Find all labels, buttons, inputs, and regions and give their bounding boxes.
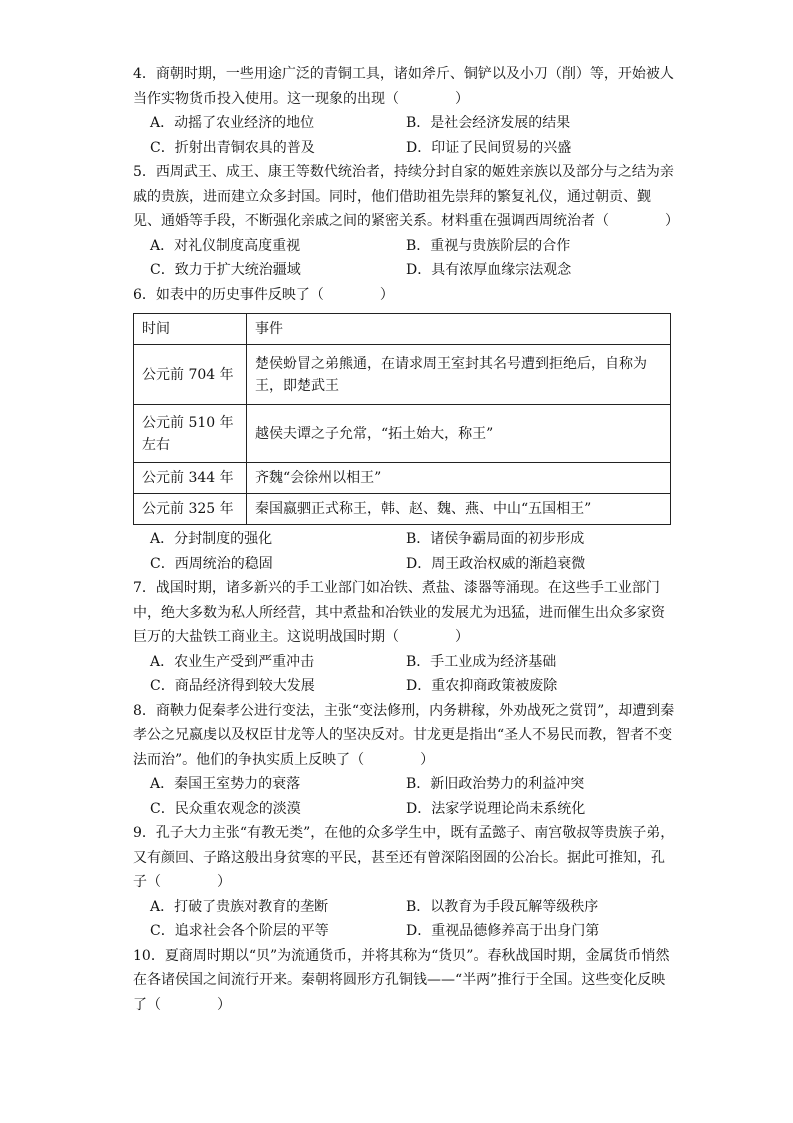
question-5-option-a: A．对礼仪制度高度重视: [150, 237, 301, 254]
table-header-row: [134, 314, 671, 345]
question-7-option-c: C．商品经济得到较大发展: [150, 678, 315, 694]
question-7-option-a: A．农业生产受到严重冲击: [150, 653, 315, 670]
question-8-option-d: D．法家学说理论尚未系统化: [406, 800, 586, 817]
question-9-option-c: C．追求社会各个阶层的平等: [150, 923, 329, 939]
events-table: [133, 313, 671, 525]
question-8-options: [133, 772, 678, 821]
table-cell-time: 公元前 325 年: [134, 494, 247, 525]
question-9-stem: 9．孔子大力主张“有教无类”，在他的众多学生中，既有孟懿子、南宫敬叔等贵族子弟，又有颜回、子路这般出身贫寒的平民，甚至还有曾深陷囹圄的公冶长。据此可推知，孔子（ ）: [133, 825, 675, 890]
question-8-option-b: B．新旧政治势力的利益冲突: [406, 776, 585, 792]
question-6-option-a: A．分封制度的强化: [150, 531, 273, 547]
question-4-options: [133, 111, 678, 160]
question-6-option-d: D．周王政治权威的渐趋衰微: [406, 555, 586, 572]
question-5-options: [133, 234, 678, 283]
question-7-stem: 7．战国时期，诸多新兴的手工业部门如冶铁、煮盐、漆器等涌现。在这些手工业部门中，绝大多数为私人所经营，其中煮盐和冶铁业的发展尤为迅猛，进而催生出众多家资巨万的大盐铁工商业主。这说明战国时期（ ）: [133, 580, 665, 645]
question-8-stem: 8．商鞅力促秦孝公进行变法，主张“变法修刑，内务耕稼，外劝战死之赏罚”，却遭到秦孝公之兄嬴虔以及权臣甘龙等人的坚决反对。甘龙更是指出“圣人不易民而教，智者不变法而治”。他们的争执实质上反映了（ ）: [133, 702, 675, 768]
table-cell-event: 齐魏“会徐州以相王”: [247, 463, 671, 494]
question-4-option-a: A．动摇了农业经济的地位: [150, 115, 315, 131]
question-7-option-d: D．重农抑商政策被废除: [406, 678, 558, 694]
question-5-stem: 5．西周武王、成王、康王等数代统治者，持续分封自家的姬姓亲族以及部分与之结为亲戚的贵族，进而建立众多封国。同时，他们借助祖先崇拜的繁复礼仪，通过朝贡、觐见、通婚等手段，不断强化亲戚之间的紧密关系。材料重在强调西周统治者（ ）: [133, 164, 679, 229]
table-row: [134, 494, 671, 525]
table-cell-time: 公元前 344 年: [134, 463, 247, 494]
question-7-option-b: B．手工业成为经济基础: [406, 653, 557, 670]
question-8-option-a: A．秦国王室势力的衰落: [150, 776, 301, 792]
question-6-option-b: B．诸侯争霸局面的初步形成: [406, 531, 585, 547]
question-4-option-b: B．是社会经济发展的结果: [406, 115, 571, 131]
table-row: [134, 345, 671, 405]
table-header-event: 事件: [247, 314, 671, 345]
exam-page: [133, 62, 678, 1017]
question-5-option-d: D．具有浓厚血缘宗法观念: [406, 262, 572, 278]
question-7-options: [133, 650, 678, 699]
table-row: [134, 405, 671, 463]
question-6-options: [133, 527, 678, 576]
question-6-option-c: C．西周统治的稳固: [150, 555, 273, 572]
table-row: [134, 463, 671, 494]
table-cell-time: 公元前 704 年: [134, 345, 247, 405]
question-9-option-b: B．以教育为手段瓦解等级秩序: [406, 898, 599, 915]
question-4-option-c: C．折射出青铜农具的普及: [150, 139, 315, 156]
question-9-option-d: D．重视品德修养高于出身门第: [406, 923, 600, 939]
question-10-stem: 10．夏商周时期以“贝”为流通货币，并将其称为“货贝”。春秋战国时期，金属货币悄然在各诸侯国之间流行开来。秦朝将圆形方孔铜钱——“半两”推行于全国。这些变化反映了（ ）: [133, 947, 670, 1013]
question-4-option-d: D．印证了民间贸易的兴盛: [406, 139, 572, 156]
question-6-stem: 6．如表中的历史事件反映了（ ）: [133, 286, 394, 303]
question-5-option-b: B．重视与贵族阶层的合作: [406, 237, 571, 254]
question-9-option-a: A．打破了贵族对教育的垄断: [150, 898, 329, 915]
table-cell-event: 楚侯蚡冒之弟熊通，在请求周王室封其名号遭到拒绝后，自称为王，即楚武王: [247, 345, 671, 405]
table-header-time: 时间: [134, 314, 247, 345]
table-cell-event: 秦国嬴驷正式称王，韩、赵、魏、燕、中山“五国相王”: [247, 494, 671, 525]
question-5-option-c: C．致力于扩大统治疆域: [150, 262, 301, 278]
question-4-stem: 4．商朝时期，一些用途广泛的青铜工具，诸如斧斤、铜铲以及小刀（削）等，开始被人当作实物货币投入使用。这一现象的出现（ ）: [133, 66, 674, 107]
question-8-option-c: C．民众重农观念的淡漠: [150, 800, 301, 817]
table-cell-event: 越侯夫谭之子允常，“拓土始大，称王”: [247, 405, 671, 463]
table-cell-time: 公元前 510 年左右: [134, 405, 247, 463]
question-9-options: [133, 895, 678, 944]
